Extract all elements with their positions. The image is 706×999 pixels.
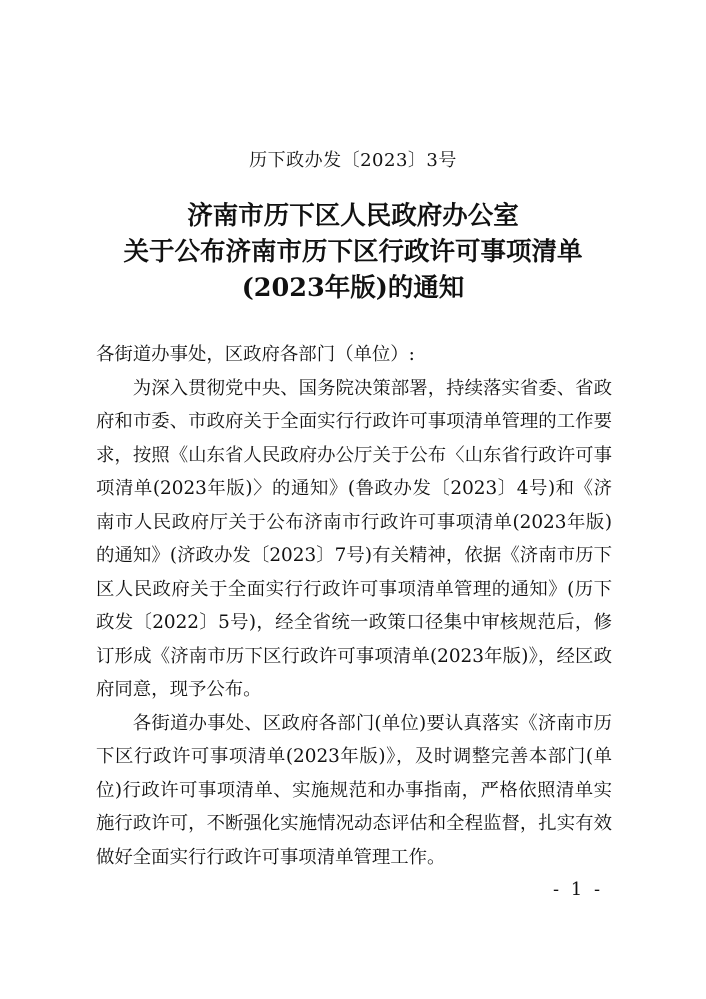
title-line-2: 关于公布济南市历下区行政许可事项清单 bbox=[123, 237, 583, 267]
paragraph-1: 为深入贯彻党中央、国务院决策部署，持续落实省委、省政府和市委、市政府关于全面实行行政许可事项清单管理的工作要求，按照《山东省人民政府办公厅关于公布〈山东省行政许可事项清单(2023年版)〉的通知》(鲁政办发〔2023〕4号)和《济南市人民政府厅关于公布济南市行政许可事项清单(2023年版)的通知》(济政办发〔2023〕7号)有关精神，依据《济南市历下区人民政府关于全面实行行政许可事项清单管理的通知》(历下政发〔2022〕5号)，经全省统一政策口径集中审核规范后，修订形成《济南市历下区行政许可事项清单(2023年版)》，经区政府同意，现予公布。 bbox=[96, 377, 612, 700]
document-body bbox=[96, 338, 612, 874]
document-number: 历下政办发〔2023〕3号 bbox=[249, 150, 457, 171]
document-title bbox=[0, 198, 706, 306]
page-number: - 1 - bbox=[552, 879, 604, 900]
title-line-1: 济南市历下区人民政府办公室 bbox=[187, 201, 519, 231]
title-line-3: (2023年版)的通知 bbox=[241, 273, 465, 303]
paragraph-2: 各街道办事处、区政府各部门(单位)要认真落实《济南市历下区行政许可事项清单(2023年版)》，及时调整完善本部门(单位)行政许可事项清单、实施规范和办事指南，严格依照清单实施行政许可，不断强化实施情况动态评估和全程监督，扎实有效做好全面实行行政许可事项清单管理工作。 bbox=[96, 712, 612, 868]
salutation: 各街道办事处，区政府各部门（单位）: bbox=[96, 344, 415, 365]
